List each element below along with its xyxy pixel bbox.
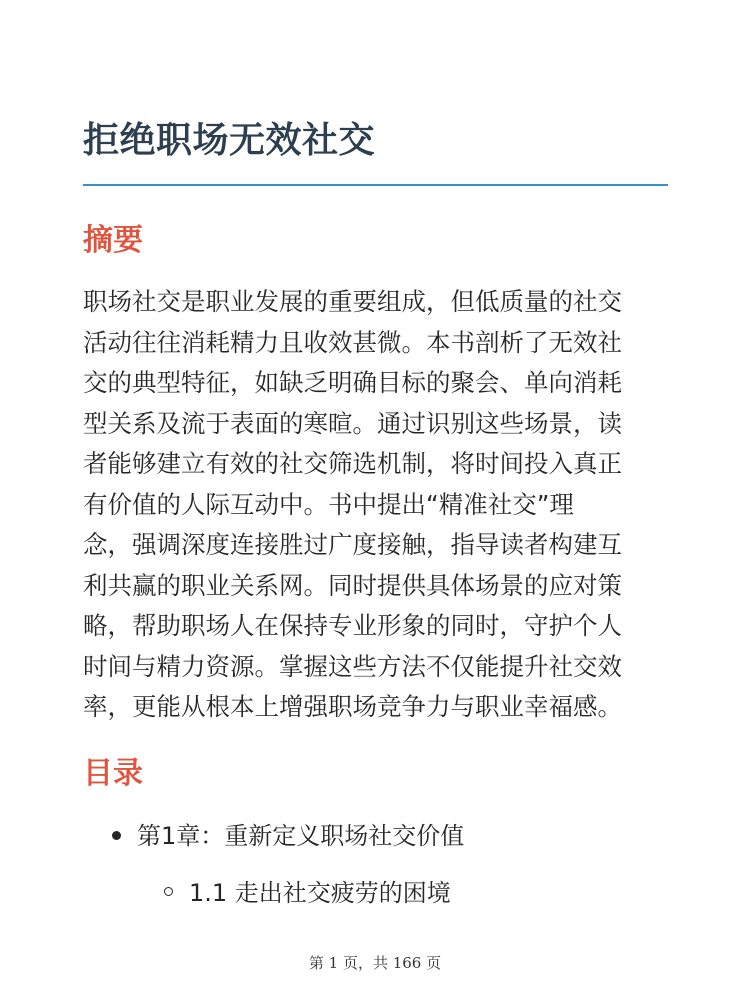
abstract-line: 略，帮助职场人在保持专业形象的同时，守护个人 (83, 611, 622, 640)
abstract-line: 时间与精力资源。掌握这些方法不仅能提升社交效 (83, 651, 622, 681)
abstract-line: 职场社交是职业发展的重要组成，但低质量的社交 (83, 287, 622, 316)
abstract-line: 念，强调深度连接胜过广度接触，指导读者构建互 (83, 530, 622, 559)
title-divider (83, 184, 668, 186)
abstract-line: 有价值的人际互动中。书中提出“精准社交”理 (83, 489, 574, 519)
toc-item-section-1-1[interactable]: 1.1 走出社交疲劳的困境 (189, 879, 451, 907)
toc-heading: 目录 (83, 756, 143, 791)
abstract-line: 活动往往消耗精力且收效甚微。本书剖析了无效社 (83, 327, 622, 357)
abstract-paragraph (83, 282, 675, 728)
abstract-line: 利共赢的职业关系网。同时提供具体场景的应对策 (83, 570, 622, 600)
toc-item-chapter-1[interactable]: 第1章：重新定义职场社交价值 (137, 822, 465, 850)
abstract-line: 型关系及流于表面的寒暄。通过识别这些场景，读 (83, 408, 622, 438)
document-title: 拒绝职场无效社交 (83, 120, 376, 161)
abstract-line: 者能够建立有效的社交筛选机制，将时间投入真正 (83, 449, 622, 478)
abstract-heading: 摘要 (83, 223, 143, 258)
bullet-circle-icon (164, 887, 173, 896)
abstract-line: 率，更能从根本上增强职场竞争力与职业幸福感。 (83, 692, 622, 721)
abstract-line: 交的典型特征，如缺乏明确目标的聚会、单向消耗 (83, 368, 622, 397)
bullet-disc-icon (112, 831, 121, 840)
page-number-footer: 第 1 页，共 166 页 (308, 954, 442, 972)
